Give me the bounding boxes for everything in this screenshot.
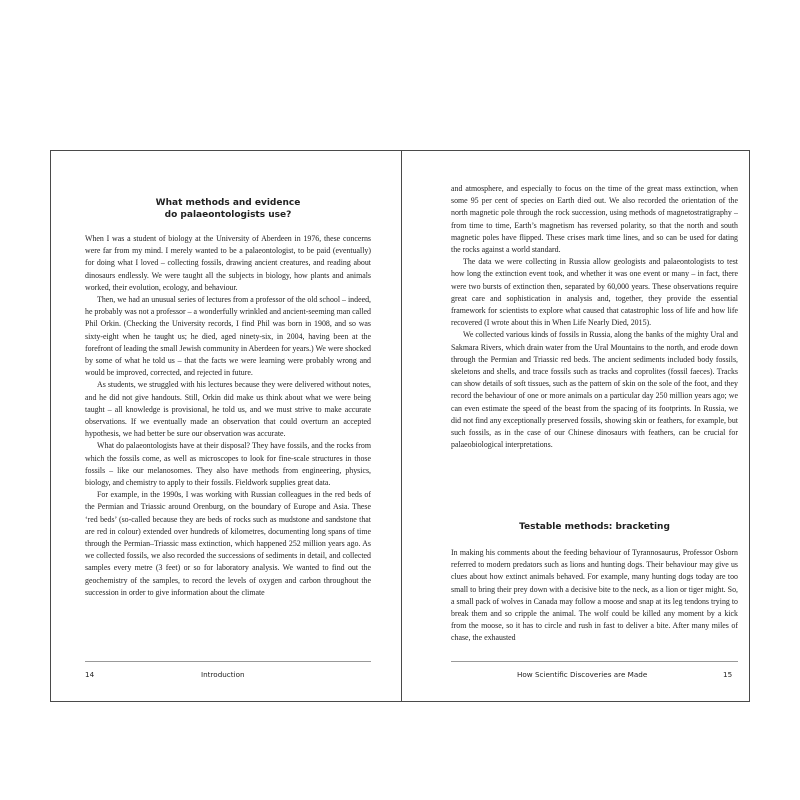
body-text [451,183,738,451]
paragraph: What do palaeontologists have at their disposal? They have fossils, and the rocks from which the fossils come, as well as microscopes to look for fine-scale structures in those fossils – like our melanosomes. They also have methods from engineering, physics, biology, and chemistry to apply to their fossils. Fieldwork supplies great data. [85,441,371,488]
body-text [85,233,371,599]
paragraph: When I was a student of biology at the University of Aberdeen in 1976, these concerns were far from my mind. I merely wanted to be a palaeontologist, to be paid (eventually) for doing what I loved – collecting fossils, drawing ancient creatures, and reading about dinosaurs endlessly. We were taught all the subjects in biology, how plants and animals worked, their evolution, ecology, and behaviour. [85,234,371,292]
paragraph: We collected various kinds of fossils in Russia, along the banks of the mighty Ural and Sakmara Rivers, which drain water from the Ural Mountains to the north, and erode down through the Permian and Triassic red beds. The ancient sediments included body fossils, skeletons and shells, and trace fossils such as tracks and coprolites (fossil faeces). Tracks can show details of soft tissues, such as the pattern of skin on the sole of the foot, and they record the behaviour of one or more animals on a particular day 250 million years ago; we can even estimate the speed of the beast from the spacing of its footprints. In Russia, we did not find any exceptionally preserved fossils, showing skin or feathers, for example, but such fossils, as in the case of our Chinese dinosaurs with feathers, can be crucial for palaeobiological interpretations. [451,330,738,450]
section-heading [85,197,371,221]
section-heading: Testable methods: bracketing [519,522,670,532]
right-page [451,151,738,701]
book-spread [50,150,750,702]
running-head: How Scientific Discoveries are Made [517,670,648,679]
heading-line: do palaeontologists use? [164,210,292,220]
heading-line: What methods and evidence [155,198,301,208]
paragraph: In making his comments about the feeding behaviour of Tyrannosaurus, Professor Osborn referred to modern predators such as lions and hunting dogs. Their behaviour may give us clues about how extinct animals behaved. For example, many hunting dogs today are too small to bring their prey down with a decisive bite to the neck, as a lion or tiger might. So, a small pack of wolves in Canada may follow a moose and snap at its leg tendons trying to break them and so cripple the animal. The wolf could be killed any moment by a kick from the moose, so it has to circle and rush in fast to deliver a bite. After many miles of chase, the exhausted [451,548,738,643]
footer-rule [85,661,371,662]
body-text [451,547,738,645]
paragraph: and atmosphere, and especially to focus on the time of the great mass extinction, when some 95 per cent of species on Earth died out. We also recorded the orientation of the north magnetic pole through the rock succession, using methods of magnetostratigraphy – from time to time, Earth’s magnetism has reversed polarity, so that the north and south magnetic poles have flipped. These crises mark time lines, and so can be used for dating the rocks against a world standard. [451,184,738,255]
paragraph: The data we were collecting in Russia allow geologists and palaeontologists to test how long the extinction event took, and whether it was one event or many – in fact, there were two bursts of extinction then, separated by 60,000 years. These observations require great care and sophistication in analysis and, together, they provide the essential framework for scientists to explore what caused that catastrophic loss of life and how life recovered (I wrote about this in When Life Nearly Died, 2015). [451,257,738,328]
paragraph: As students, we struggled with his lectures because they were delivered without notes, and he did not give handouts. Still, Orkin did make us think about what we were being taught – all knowledge is provisional, he told us, and we must strive to make accurate observations. If we eventually made an observation that could overturn an accepted hypothesis, we had better be sure our observation was accurate. [85,380,371,439]
paragraph: For example, in the 1990s, I was working with Russian colleagues in the red beds of the Permian and Triassic around Orenburg, on the boundary of Europe and Asia. These ‘red beds’ (so-called because they are beds of rocks such as mudstone and sandstone that are red in colour) extended over hundreds of kilometres, documenting long spans of time through the Permian–Triassic mass extinction, which happened 252 million years ago. As we collected fossils, we also recorded the successions of sediments in detail, and collected samples every metre (3 feet) or so for laboratory analysis. We wanted to find out the geochemistry of the samples, to record the levels of oxygen and carbon throughout the succession in order to give information about the climate [85,490,371,597]
page-number: 14 [85,670,95,679]
spine-gutter [401,151,402,701]
running-head: Introduction [201,670,245,679]
footer-rule [451,661,738,662]
left-page [85,151,371,701]
page-number: 15 [723,670,733,679]
paragraph: Then, we had an unusual series of lectures from a professor of the old school – indeed, he probably was not a professor – a wonderfully wrinkled and ancient-seeming man called Phil Orkin. (Checking the University records, I find Phil was born in 1908, and so was sixty-eight when he taught us; he died, aged ninety-six, in 2004, having been at the forefront of leading the small Jewish community in Aberdeen for years.) We were shocked by some of what he told us – that the facts we were learning were probably wrong and would be improved, corrected, and rejected in future. [85,295,371,378]
